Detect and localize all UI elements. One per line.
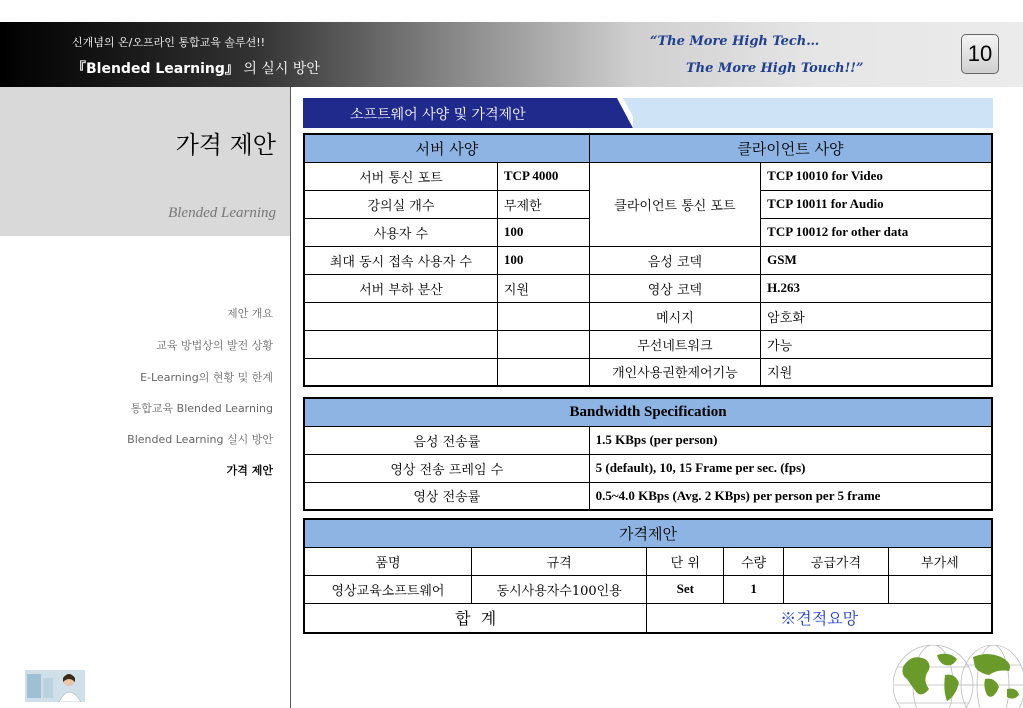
bandwidth-label: 영상 전송 프레임 수	[304, 454, 589, 482]
server-spec-label: 최대 동시 접속 사용자 수	[304, 246, 497, 274]
product-spec: 동시사용자수100인용	[471, 575, 646, 603]
column-header: 부가세	[888, 547, 992, 575]
table-row	[304, 330, 992, 358]
total-note: ※견적요망	[647, 603, 992, 633]
slide-header	[0, 22, 1023, 87]
server-spec-value: 100	[497, 246, 589, 274]
bandwidth-table-header-row	[304, 398, 992, 426]
column-header: 수량	[724, 547, 784, 575]
table-row	[304, 454, 992, 482]
server-spec-value: 무제한	[497, 190, 589, 218]
total-label: 합 계	[304, 603, 647, 633]
spec-table-header-row	[304, 134, 992, 162]
product-vat	[888, 575, 992, 603]
nav-item-blended-learning[interactable]: 통합교육 Blended Learning	[130, 402, 273, 415]
world-globe-icon	[893, 645, 1023, 708]
column-header: 품명	[304, 547, 471, 575]
server-spec-label	[304, 358, 497, 386]
table-row	[304, 482, 992, 510]
column-header: 규격	[471, 547, 646, 575]
spec-table	[303, 133, 993, 387]
bandwidth-label: 영상 전송률	[304, 482, 589, 510]
server-spec-value	[497, 358, 589, 386]
presenter-photo	[25, 670, 85, 702]
table-row	[304, 426, 992, 454]
server-spec-label: 서버 부하 분산	[304, 274, 497, 302]
table-row	[304, 575, 992, 603]
section-title: 소프트웨어 사양 및 가격제안	[350, 107, 526, 123]
header-quote-line2: The More High Touch!!”	[686, 61, 864, 76]
server-spec-label: 서버 통신 포트	[304, 162, 497, 190]
bandwidth-label: 음성 전송률	[304, 426, 589, 454]
header-subtitle: 신개념의 온/오프라인 통합교육 솔루션!!	[72, 36, 266, 49]
server-spec-value: 100	[497, 218, 589, 246]
client-spec-value: 가능	[761, 330, 992, 358]
server-spec-label: 사용자 수	[304, 218, 497, 246]
product-supply-price	[784, 575, 889, 603]
nav-item-elearning-status[interactable]: E-Learning의 현황 및 한계	[140, 371, 273, 384]
client-spec-value: H.263	[761, 274, 992, 302]
client-spec-value: 지원	[761, 358, 992, 386]
product-quantity: 1	[724, 575, 784, 603]
sidebar-title-panel	[0, 87, 290, 236]
column-header: 공급가격	[784, 547, 889, 575]
bandwidth-header: Bandwidth Specification	[304, 398, 992, 426]
table-row	[304, 246, 992, 274]
client-port-label: 클라이언트 통신 포트	[589, 162, 760, 246]
bandwidth-table	[303, 397, 993, 511]
page-number: 10	[961, 34, 999, 74]
bandwidth-value: 1.5 KBps (per person)	[589, 426, 992, 454]
table-row	[304, 274, 992, 302]
nav-item-price-proposal[interactable]: 가격 제안	[226, 464, 273, 477]
server-spec-value	[497, 302, 589, 330]
bandwidth-value: 5 (default), 10, 15 Frame per sec. (fps)	[589, 454, 992, 482]
price-header: 가격제안	[304, 519, 992, 547]
table-row	[304, 302, 992, 330]
nav-item-overview[interactable]: 제안 개요	[226, 307, 273, 320]
client-spec-label: 음성 코덱	[589, 246, 760, 274]
nav-item-implementation[interactable]: Blended Learning 실시 방안	[127, 433, 273, 446]
server-spec-header: 서버 사양	[304, 134, 589, 162]
client-port-value: TCP 10010 for Video	[761, 162, 992, 190]
product-name: 영상교육소프트웨어	[304, 575, 471, 603]
server-spec-label	[304, 302, 497, 330]
product-unit: Set	[647, 575, 724, 603]
server-spec-value: 지원	[497, 274, 589, 302]
header-title	[72, 58, 320, 78]
table-row	[304, 162, 992, 190]
server-spec-label: 강의실 개수	[304, 190, 497, 218]
client-port-value: TCP 10012 for other data	[761, 218, 992, 246]
bandwidth-value: 0.5~4.0 KBps (Avg. 2 KBps) per person per 5 frame	[589, 482, 992, 510]
sidebar-title: 가격 제안	[175, 131, 276, 159]
price-table-header-row	[304, 519, 992, 547]
server-spec-label	[304, 330, 497, 358]
client-port-value: TCP 10011 for Audio	[761, 190, 992, 218]
server-spec-value: TCP 4000	[497, 162, 589, 190]
price-columns-row	[304, 547, 992, 575]
header-quote-line1: “The More High Tech…	[650, 34, 820, 49]
client-spec-label: 메시지	[589, 302, 760, 330]
client-spec-value: GSM	[761, 246, 992, 274]
nav-item-education-methods[interactable]: 교육 방법상의 발전 상황	[156, 339, 273, 352]
total-row	[304, 603, 992, 633]
header-title-rest: 의 실시 방안	[238, 61, 320, 77]
header-title-bold: 『Blended Learning』	[72, 61, 239, 77]
server-spec-value	[497, 330, 589, 358]
sidebar-divider	[290, 87, 291, 708]
column-header: 단 위	[647, 547, 724, 575]
client-spec-value: 암호화	[761, 302, 992, 330]
client-spec-label: 개인사용권한제어기능	[589, 358, 760, 386]
table-row	[304, 358, 992, 386]
price-table	[303, 518, 993, 634]
client-spec-label: 영상 코덱	[589, 274, 760, 302]
sidebar-subtitle: Blended Learning	[168, 205, 276, 221]
client-spec-label: 무선네트워크	[589, 330, 760, 358]
client-spec-header: 클라이언트 사양	[589, 134, 992, 162]
